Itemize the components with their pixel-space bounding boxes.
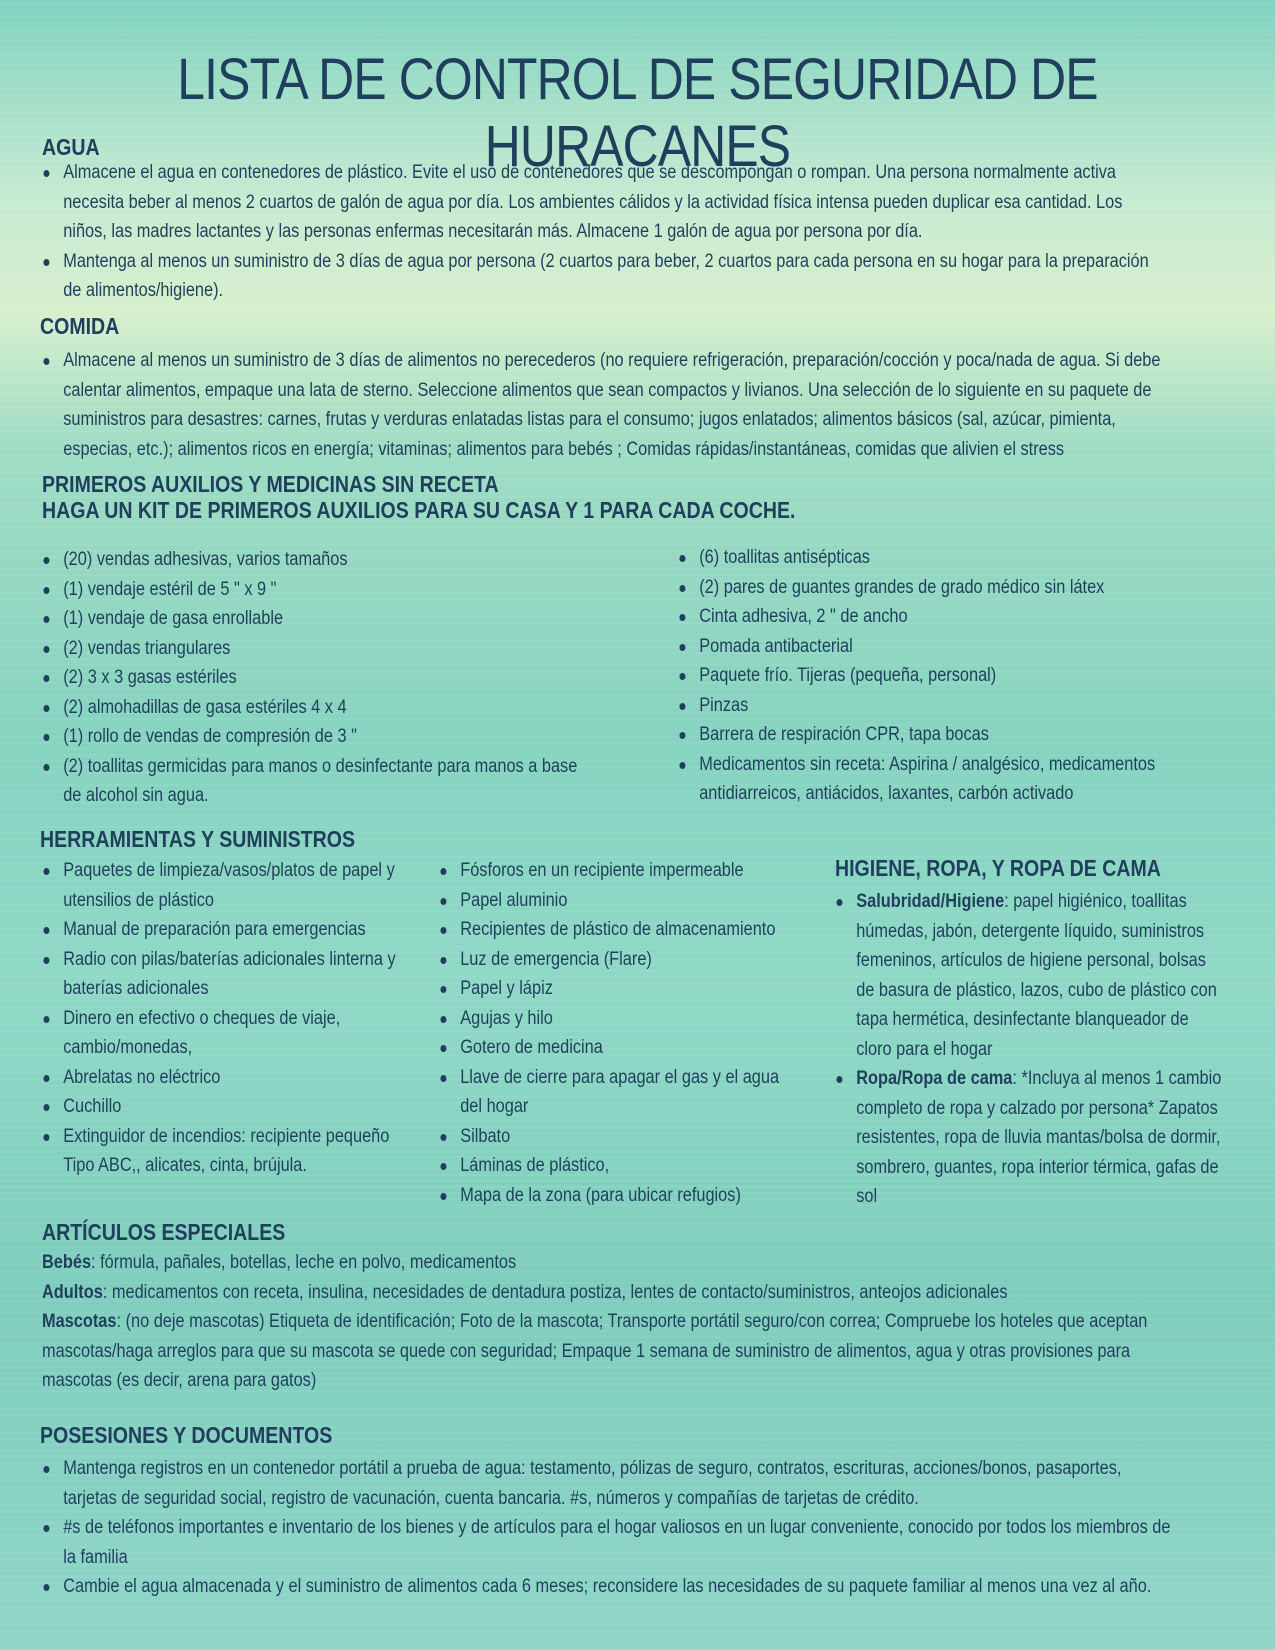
list-item: Extinguidor de incendios: recipiente pequeño Tipo ABC,, alicates, cinta, brújula.	[40, 1122, 416, 1181]
tools-column-1	[40, 856, 416, 1181]
list-item: Pinzas	[676, 691, 1226, 721]
list-item: Mantenga registros en un contenedor portátil a prueba de agua: testamento, pólizas de seguro, contratos, escrituras, acciones/bonos, pasaportes, tarjetas de seguridad social, registro de vacunación, cuenta bancaria. #s, números y compañías de tarjetas de crédito.	[40, 1454, 1175, 1513]
adultos-line	[42, 1278, 1194, 1308]
list-item: Almacene al menos un suministro de 3 días de alimentos no perecederos (no requiere refrigeración, preparación/cocción y poca/nada de agua. Si debe calentar alimentos, empaque una lata de sterno. Seleccione alimentos que sean compactos y livianos. Una selección de lo siguiente en su paquete de suministros para desastres: carnes, frutas y verduras enlatadas listas para el consumo; jugos enlatados; alimentos básicos (sal, azúcar, pimienta, especias, etc.); alimentos ricos en energía; vitaminas; alimentos para bebés ; Comidas rápidas/instantáneas, comidas que alivien el stress	[40, 346, 1165, 464]
list-item: Medicamentos sin receta: Aspirina / analgésico, medicamentos antidiarreicos, antiácidos, laxantes, carbón activado	[676, 750, 1226, 809]
comida-heading: COMIDA	[40, 313, 120, 339]
first-aid-right-list	[676, 543, 1226, 809]
agua-list	[40, 158, 1165, 306]
list-item: Abrelatas no eléctrico	[40, 1063, 416, 1093]
list-item: Gotero de medicina	[437, 1033, 791, 1063]
list-item: (2) toallitas germicidas para manos o desinfectante para manos a base de alcohol sin agua.	[40, 752, 599, 811]
list-item: (6) toallitas antisépticas	[676, 543, 1226, 573]
list-item: Paquetes de limpieza/vasos/platos de papel y utensilios de plástico	[40, 856, 416, 915]
list-item: Pomada antibacterial	[676, 632, 1226, 662]
list-item: Mantenga al menos un suministro de 3 días de agua por persona (2 cuartos para beber, 2 cuartos para cada persona en su hogar para la preparación de alimentos/higiene).	[40, 247, 1165, 306]
list-item: Papel y lápiz	[437, 974, 791, 1004]
list-item: Llave de cierre para apagar el gas y el agua del hogar	[437, 1063, 791, 1122]
mascotas-text: : (no deje mascotas) Etiqueta de identificación; Foto de la mascota; Transporte portátil seguro/con correa; Compruebe los hoteles que aceptan mascotas/haga arreglos para que su mascota se quede con seguridad; Empaque 1 semana de suministro de alimentos, agua y otras provisiones para mascotas (es decir, arena para gatos)	[42, 1311, 1148, 1391]
list-item: (2) vendas triangulares	[40, 634, 599, 664]
especiales-section	[42, 1248, 1194, 1396]
hygiene-column	[833, 887, 1229, 1212]
list-item: Manual de preparación para emergencias	[40, 915, 416, 945]
list-item: #s de teléfonos importantes e inventario de los bienes y de artículos para el hogar valiosos en un lugar conveniente, conocido por todos los miembros de la familia	[40, 1513, 1175, 1572]
adultos-text: : medicamentos con receta, insulina, necesidades de dentadura postiza, lentes de contacto/suministros, anteojos adicionales	[102, 1281, 1008, 1303]
agua-section	[40, 158, 1165, 306]
comida-list	[40, 346, 1165, 464]
comida-section	[40, 346, 1165, 464]
list-item: Dinero en efectivo o cheques de viaje, cambio/monedas,	[40, 1004, 416, 1063]
list-item: Fósforos en un recipiente impermeable	[437, 856, 791, 886]
first-aid-left-column	[40, 545, 599, 811]
list-item: (1) vendaje estéril de 5 " x 9 "	[40, 575, 599, 605]
primeros-auxilios-subheading: HAGA UN KIT DE PRIMEROS AUXILIOS PARA SU CASA Y 1 PARA CADA COCHE.	[42, 497, 796, 523]
list-item: (1) rollo de vendas de compresión de 3 "	[40, 722, 599, 752]
list-item: Cambie el agua almacenada y el suministro de alimentos cada 6 meses; reconsidere las necesidades de su paquete familiar al menos una vez al año.	[40, 1572, 1175, 1602]
list-item: Luz de emergencia (Flare)	[437, 945, 791, 975]
list-item: Papel aluminio	[437, 886, 791, 916]
hygiene-list	[833, 887, 1229, 1212]
clothing-text: : *Incluya al menos 1 cambio completo de ropa y calzado por persona* Zapatos resistentes, ropa de lluvia mantas/bolsa de dormir, sombrero, guantes, ropa interior térmica, gafas de sol	[856, 1068, 1222, 1207]
hygiene-text: : papel higiénico, toallitas húmedas, jabón, detergente líquido, suministros femeninos, artículos de higiene personal, bolsas de basura de plástico, lazos, cubo de plástico con tapa hermética, desinfectante blanqueador de cloro para el hogar	[856, 891, 1217, 1060]
list-item: Cuchillo	[40, 1092, 416, 1122]
adultos-label: Adultos	[42, 1281, 103, 1303]
list-item: Cinta adhesiva, 2 " de ancho	[676, 602, 1226, 632]
list-item: Agujas y hilo	[437, 1004, 791, 1034]
agua-heading: AGUA	[42, 134, 100, 160]
list-item: (2) almohadillas de gasa estériles 4 x 4	[40, 693, 599, 723]
first-aid-right-column	[676, 543, 1226, 809]
primeros-auxilios-heading: PRIMEROS AUXILIOS Y MEDICINAS SIN RECETA	[42, 471, 499, 497]
list-item: Láminas de plástico,	[437, 1151, 791, 1181]
list-item: Recipientes de plástico de almacenamiento	[437, 915, 791, 945]
bebes-label: Bebés	[42, 1252, 92, 1273]
list-item: Mapa de la zona (para ubicar refugios)	[437, 1181, 791, 1211]
hygiene-label: Salubridad/Higiene	[856, 891, 1005, 912]
list-item	[833, 887, 1229, 1064]
especiales-heading: ARTÍCULOS ESPECIALES	[42, 1219, 286, 1245]
list-item: Paquete frío. Tijeras (pequeña, personal)	[676, 661, 1226, 691]
list-item: Radio con pilas/baterías adicionales linterna y baterías adicionales	[40, 945, 416, 1004]
tools-list-1	[40, 856, 416, 1181]
list-item: (1) vendaje de gasa enrollable	[40, 604, 599, 634]
tools-column-2	[437, 856, 791, 1210]
list-item: Barrera de respiración CPR, tapa bocas	[676, 720, 1226, 750]
list-item: Almacene el agua en contenedores de plástico. Evite el uso de contenedores que se descompongan o rompan. Una persona normalmente activa necesita beber al menos 2 cuartos de galón de agua por día. Los ambientes cálidos y la actividad física intensa pueden duplicar esa cantidad. Los niños, las madres lactantes y las personas enfermas necesitarán más. Almacene 1 galón de agua por persona por día.	[40, 158, 1165, 247]
list-item: Silbato	[437, 1122, 791, 1152]
mascotas-line	[42, 1307, 1194, 1396]
tools-list-2	[437, 856, 791, 1210]
mascotas-label: Mascotas	[42, 1311, 117, 1332]
bebes-text: : fórmula, pañales, botellas, leche en polvo, medicamentos	[91, 1252, 517, 1273]
first-aid-left-list	[40, 545, 599, 811]
list-item: (2) 3 x 3 gasas estériles	[40, 663, 599, 693]
herramientas-heading: HERRAMIENTAS Y SUMINISTROS	[40, 826, 356, 852]
posesiones-list	[40, 1454, 1175, 1602]
clothing-label: Ropa/Ropa de cama	[856, 1068, 1013, 1089]
higiene-heading: HIGIENE, ROPA, Y ROPA DE CAMA	[835, 855, 1161, 881]
posesiones-heading: POSESIONES Y DOCUMENTOS	[40, 1422, 333, 1448]
list-item: (20) vendas adhesivas, varios tamaños	[40, 545, 599, 575]
bebes-line	[42, 1248, 1194, 1278]
posesiones-section	[40, 1454, 1175, 1602]
page-title: LISTA DE CONTROL DE SEGURIDAD DE HURACANES	[177, 47, 1098, 179]
list-item	[833, 1064, 1229, 1212]
list-item: (2) pares de guantes grandes de grado médico sin látex	[676, 573, 1226, 603]
